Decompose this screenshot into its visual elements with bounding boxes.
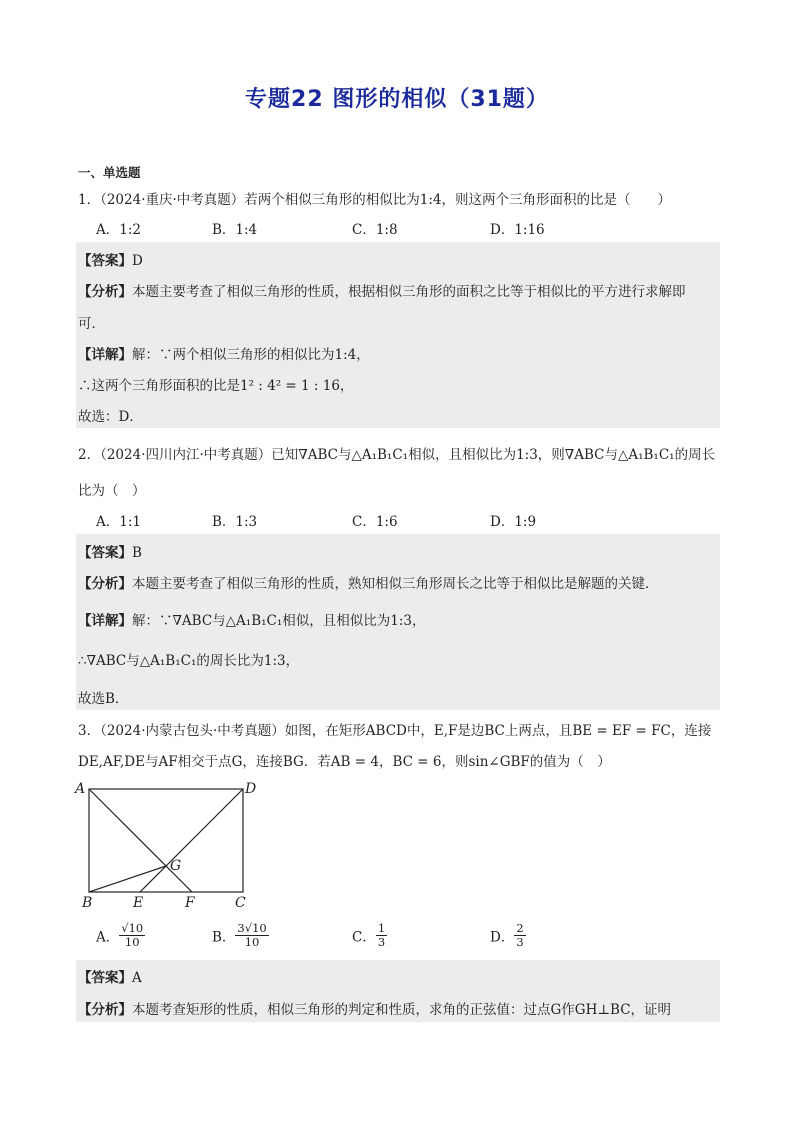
q2-option-a: A．1:1	[96, 514, 141, 530]
label-g: G	[170, 858, 182, 874]
q3-rectangle-figure	[70, 776, 270, 911]
label-c: C	[235, 895, 246, 911]
q2-solution-box	[76, 534, 720, 710]
q1-detail: 【详解】解：∵两个相似三角形的相似比为1:4，	[78, 347, 370, 363]
q1-analysis: 【分析】本题主要考查了相似三角形的性质，根据相似三角形的面积之比等于相似比的平方进行求解即	[78, 284, 686, 300]
section-heading: 一、单选题	[78, 165, 141, 180]
q1-answer: 【答案】D	[78, 253, 143, 269]
q1-option-c: C．1:8	[352, 222, 398, 238]
q3-option-a: A． $\frac{√10}{10}$	[96, 921, 144, 949]
q2-analysis: 【分析】本题主要考查了相似三角形的性质，熟知相似三角形周长之比等于相似比是解题的关键．	[78, 576, 659, 592]
q3-option-d: D． $\frac{2}{3}$	[490, 921, 524, 949]
q1-detail-line3: 故选：D．	[78, 409, 143, 425]
analysis-tag: 【分析】	[78, 284, 132, 300]
detail-tag: 【详解】	[78, 347, 132, 363]
segment-af	[89, 789, 192, 892]
q3-solution-box	[76, 960, 720, 1022]
segment-bg	[89, 866, 166, 892]
q1-detail-line2: ∴这两个三角形面积的比是1² : 4² = 1 : 16，	[78, 378, 354, 394]
answer-tag: 【答案】	[78, 253, 132, 269]
q3-answer: 【答案】A	[78, 970, 142, 986]
q1-analysis-cont: 可．	[78, 316, 105, 332]
q1-solution-box	[76, 242, 720, 428]
q2-detail-line2: ∴∇ABC与△A₁B₁C₁的周长比为1:3，	[78, 653, 300, 669]
q1-option-d: D．1:16	[490, 222, 545, 238]
q1-stem: 1．（2024·重庆·中考真题）若两个相似三角形的相似比为1:4，则这两个三角形面积的比是（ ）	[78, 192, 672, 208]
rectangle-abcd	[89, 789, 243, 892]
q2-stem-line1: 2．（2024·四川内江·中考真题）已知∇ABC与△A₁B₁C₁相似，且相似比为1:3，则∇ABC与△A₁B₁C₁的周长	[78, 447, 716, 463]
q2-answer: 【答案】B	[78, 545, 142, 561]
q2-detail: 【详解】解：∵∇ABC与△A₁B₁C₁相似，且相似比为1:3，	[78, 613, 426, 629]
q1-option-a: A．1:2	[96, 222, 141, 238]
label-f: F	[185, 895, 195, 911]
q3-stem-line2: DE,AF,DE与AF相交于点G，连接BG．若AB = 4，BC = 6，则sin∠GBF的值为（ ）	[78, 754, 611, 770]
segment-de	[140, 789, 243, 892]
q2-detail-line3: 故选B．	[78, 691, 129, 707]
q2-option-c: C．1:6	[352, 514, 398, 530]
page-title: 专题22 图形的相似（31题）	[245, 87, 549, 112]
q3-stem-line1: 3．（2024·内蒙古包头·中考真题）如图，在矩形ABCD中，E,F是边BC上两点，且BE = EF = FC，连接	[78, 723, 712, 739]
label-b: B	[82, 895, 93, 911]
label-d: D	[245, 781, 257, 797]
q2-option-b: B．1:3	[212, 514, 258, 530]
q1-option-b: B．1:4	[212, 222, 258, 238]
q2-option-d: D．1:9	[490, 514, 537, 530]
label-a: A	[75, 781, 86, 797]
q3-option-b: B． $\frac{3√10}{10}$	[212, 921, 267, 949]
q3-analysis: 【分析】本题考查矩形的性质，相似三角形的判定和性质，求角的正弦值：过点G作GH⊥BC，证明	[78, 1002, 672, 1018]
label-e: E	[133, 895, 144, 911]
q2-stem-line2: 比为（ ）	[78, 483, 146, 499]
q3-option-c: C． $\frac{1}{3}$	[352, 921, 386, 949]
